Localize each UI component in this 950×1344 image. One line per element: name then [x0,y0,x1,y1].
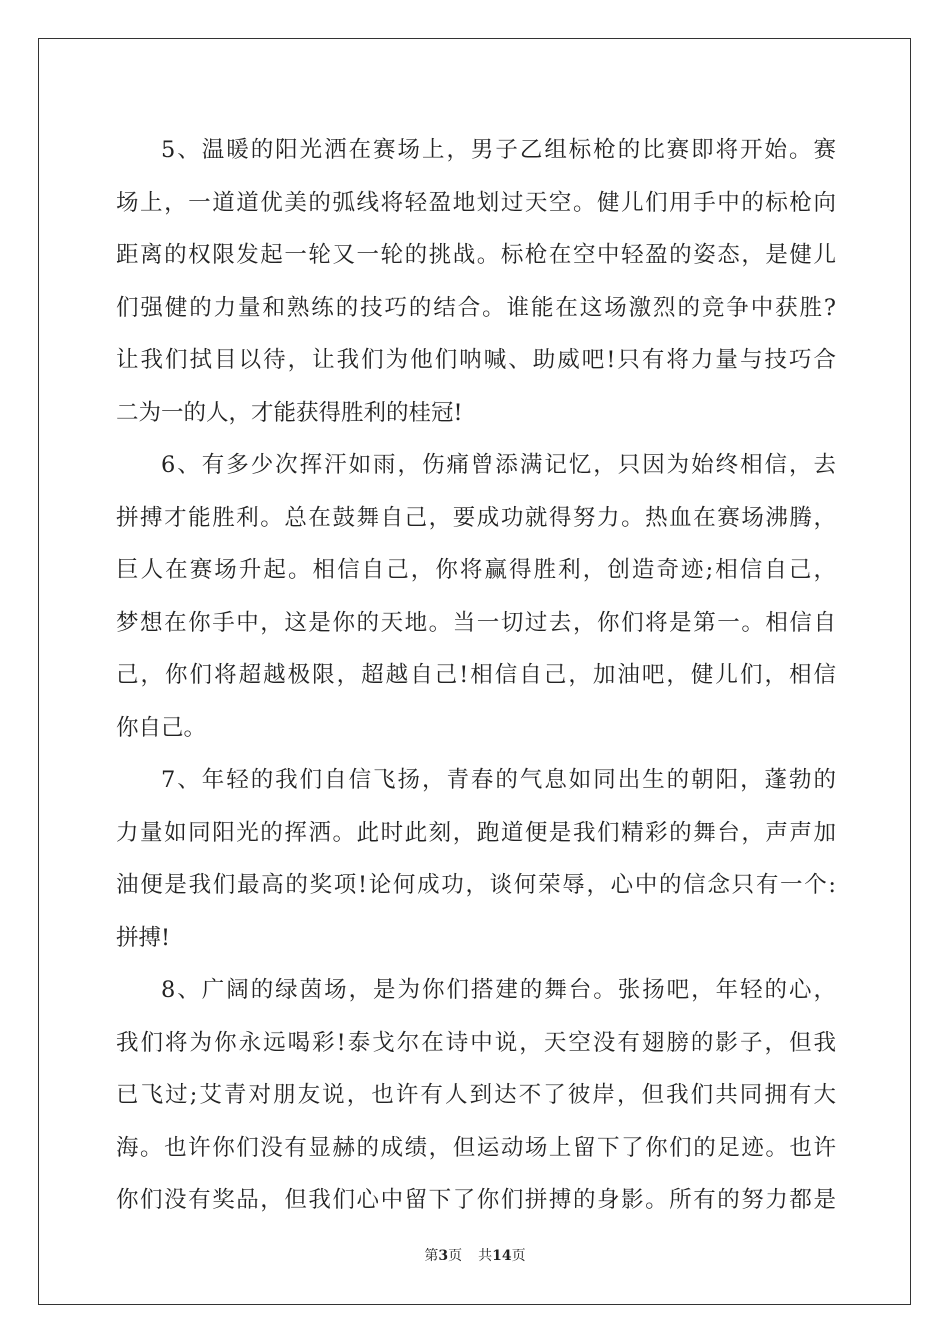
current-page-number: 3 [438,1248,449,1264]
text-line: 我们将为你永远喝彩!泰戈尔在诗中说，天空没有翅膀的影子，但我 [116,1029,836,1056]
total-prefix: 共 [478,1248,493,1264]
text-line: 力量如同阳光的挥洒。此时此刻，跑道便是我们精彩的舞台，声声加 [116,819,836,846]
text-line: 6、有多少次挥汗如雨，伤痛曾添满记忆，只因为始终相信，去 [161,452,836,478]
document-body [116,124,836,1227]
text-line: 让我们拭目以待，让我们为他们呐喊、助威吧!只有将力量与技巧合 [116,347,836,373]
text-line: 已飞过;艾青对朋友说，也许有人到达不了彼岸，但我们共同拥有大 [116,1082,836,1108]
page-footer [0,1245,950,1265]
text-line: 拼搏! [116,924,171,951]
text-line: 油便是我们最高的奖项!论何成功，谈何荣辱，心中的信念只有一个: [116,872,836,898]
page-prefix: 第 [424,1248,439,1264]
text-line: 你自己。 [116,714,207,741]
total-page-count: 14 [492,1248,512,1264]
paragraph-6 [116,439,836,754]
paragraph-8 [116,964,836,1227]
paragraph-7 [116,754,836,964]
text-line: 你们没有奖品，但我们心中留下了你们拼搏的身影。所有的努力都是 [116,1187,836,1213]
text-line: 8、广阔的绿茵场，是为你们搭建的舞台。张扬吧，年轻的心， [161,977,836,1003]
text-line: 海。也许你们没有显赫的成绩，但运动场上留下了你们的足迹。也许 [116,1134,836,1161]
text-line: 们强健的力量和熟练的技巧的结合。谁能在这场激烈的竞争中获胜? [116,294,836,321]
text-line: 5、温暖的阳光洒在赛场上，男子乙组标枪的比赛即将开始。赛 [161,137,836,163]
text-line: 拼搏才能胜利。总在鼓舞自己，要成功就得努力。热血在赛场沸腾， [116,504,836,531]
total-suffix: 页 [511,1248,526,1264]
text-line: 己，你们将超越极限，超越自己!相信自己，加油吧，健儿们，相信 [116,662,836,688]
text-line: 梦想在你手中，这是你的天地。当一切过去，你们将是第一。相信自 [116,609,836,636]
page-suffix: 页 [448,1248,463,1264]
text-line: 距离的权限发起一轮又一轮的挑战。标枪在空中轻盈的姿态，是健儿 [116,242,836,268]
text-line: 7、年轻的我们自信飞扬，青春的气息如同出生的朝阳，蓬勃的 [161,767,836,793]
text-line: 二为一的人，才能获得胜利的桂冠! [116,399,463,426]
text-line: 场上，一道道优美的弧线将轻盈地划过天空。健儿们用手中的标枪向 [116,189,836,216]
text-line: 巨人在赛场升起。相信自己，你将赢得胜利，创造奇迹;相信自己， [116,557,836,583]
paragraph-5 [116,124,836,439]
